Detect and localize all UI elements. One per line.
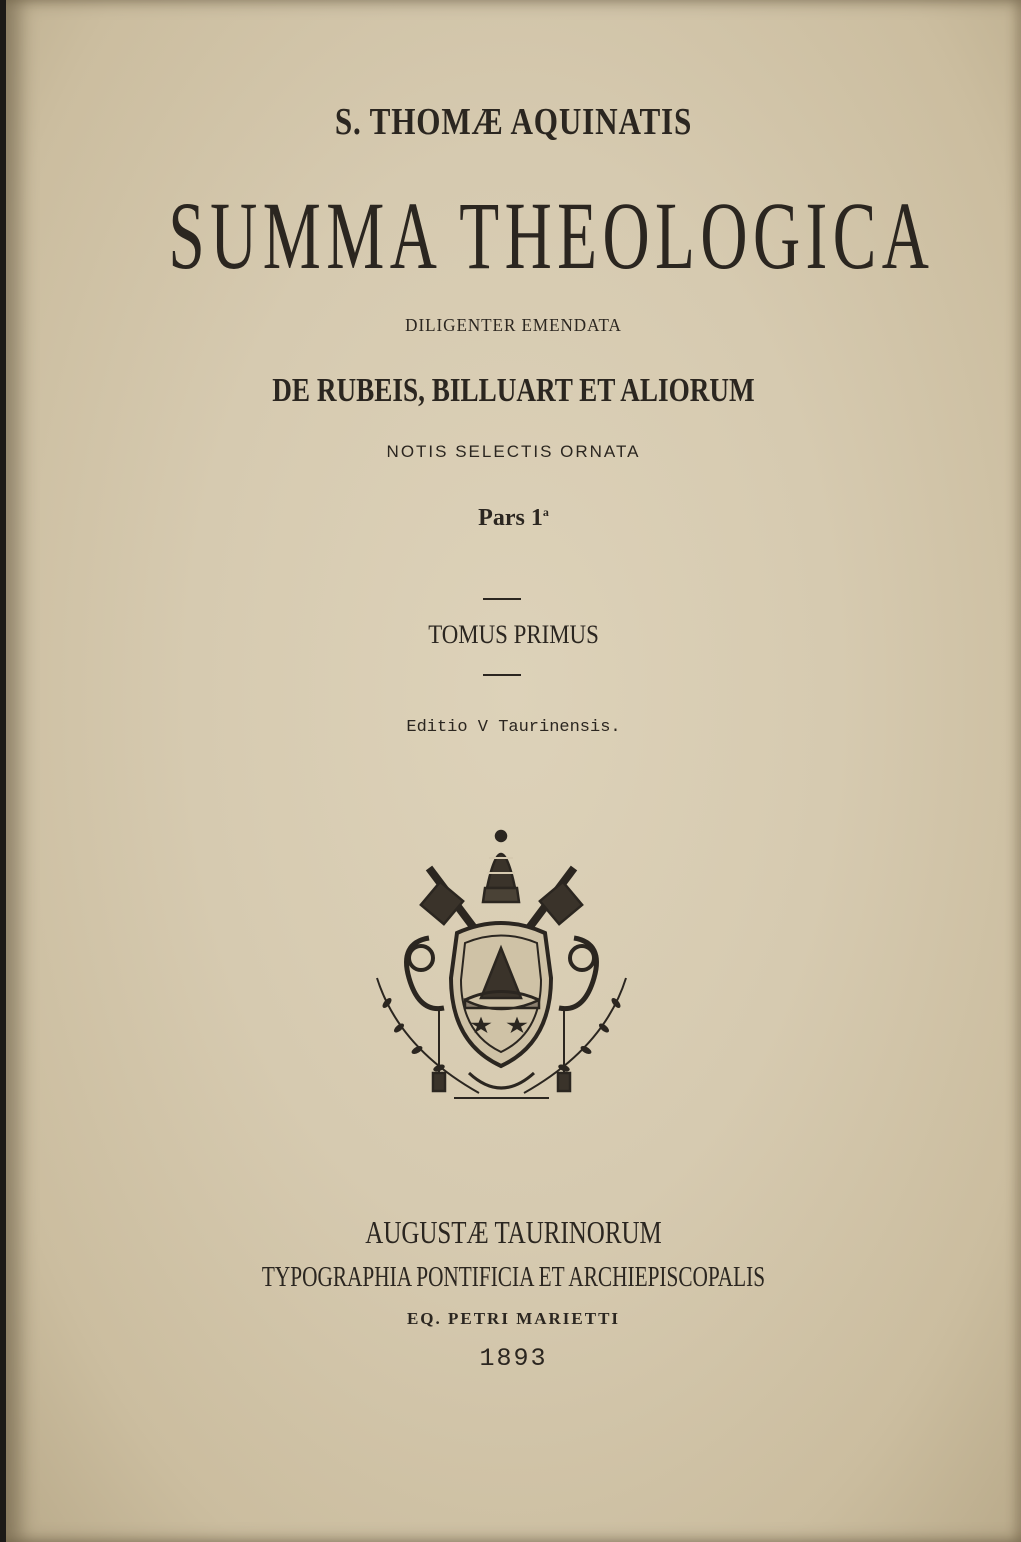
- papal-coat-of-arms-icon: [369, 828, 634, 1113]
- subtitle-emendata: DILIGENTER EMENDATA: [405, 315, 622, 335]
- subtitle-editors: DE RUBEIS, BILLUART ET ALIORUM: [272, 372, 755, 409]
- place-of-publication: AUGUSTÆ TAURINORUM: [365, 1214, 662, 1250]
- pars-superscript: a: [542, 505, 549, 519]
- volume-label: TOMUS PRIMUS: [428, 620, 599, 649]
- author-line: S. THOMÆ AQUINATIS: [334, 101, 693, 143]
- printer-line: TYPOGRAPHIA PONTIFICIA ET ARCHIEPISCOPALIS: [261, 1262, 766, 1293]
- publication-year: 1893: [479, 1344, 548, 1373]
- subtitle-notis: NOTIS SELECTIS ORNATA: [386, 442, 641, 461]
- divider-top: [483, 598, 521, 600]
- pars-text: Pars 1: [478, 505, 543, 531]
- pars-label: [6, 505, 1021, 532]
- printer-name: EQ. PETRI MARIETTI: [406, 1309, 621, 1328]
- book-title: SUMMA THEOLOGICA: [168, 182, 935, 289]
- title-page: [6, 0, 1021, 1542]
- divider-bottom: [483, 674, 521, 676]
- edition-label: Editio V Taurinensis.: [406, 718, 621, 737]
